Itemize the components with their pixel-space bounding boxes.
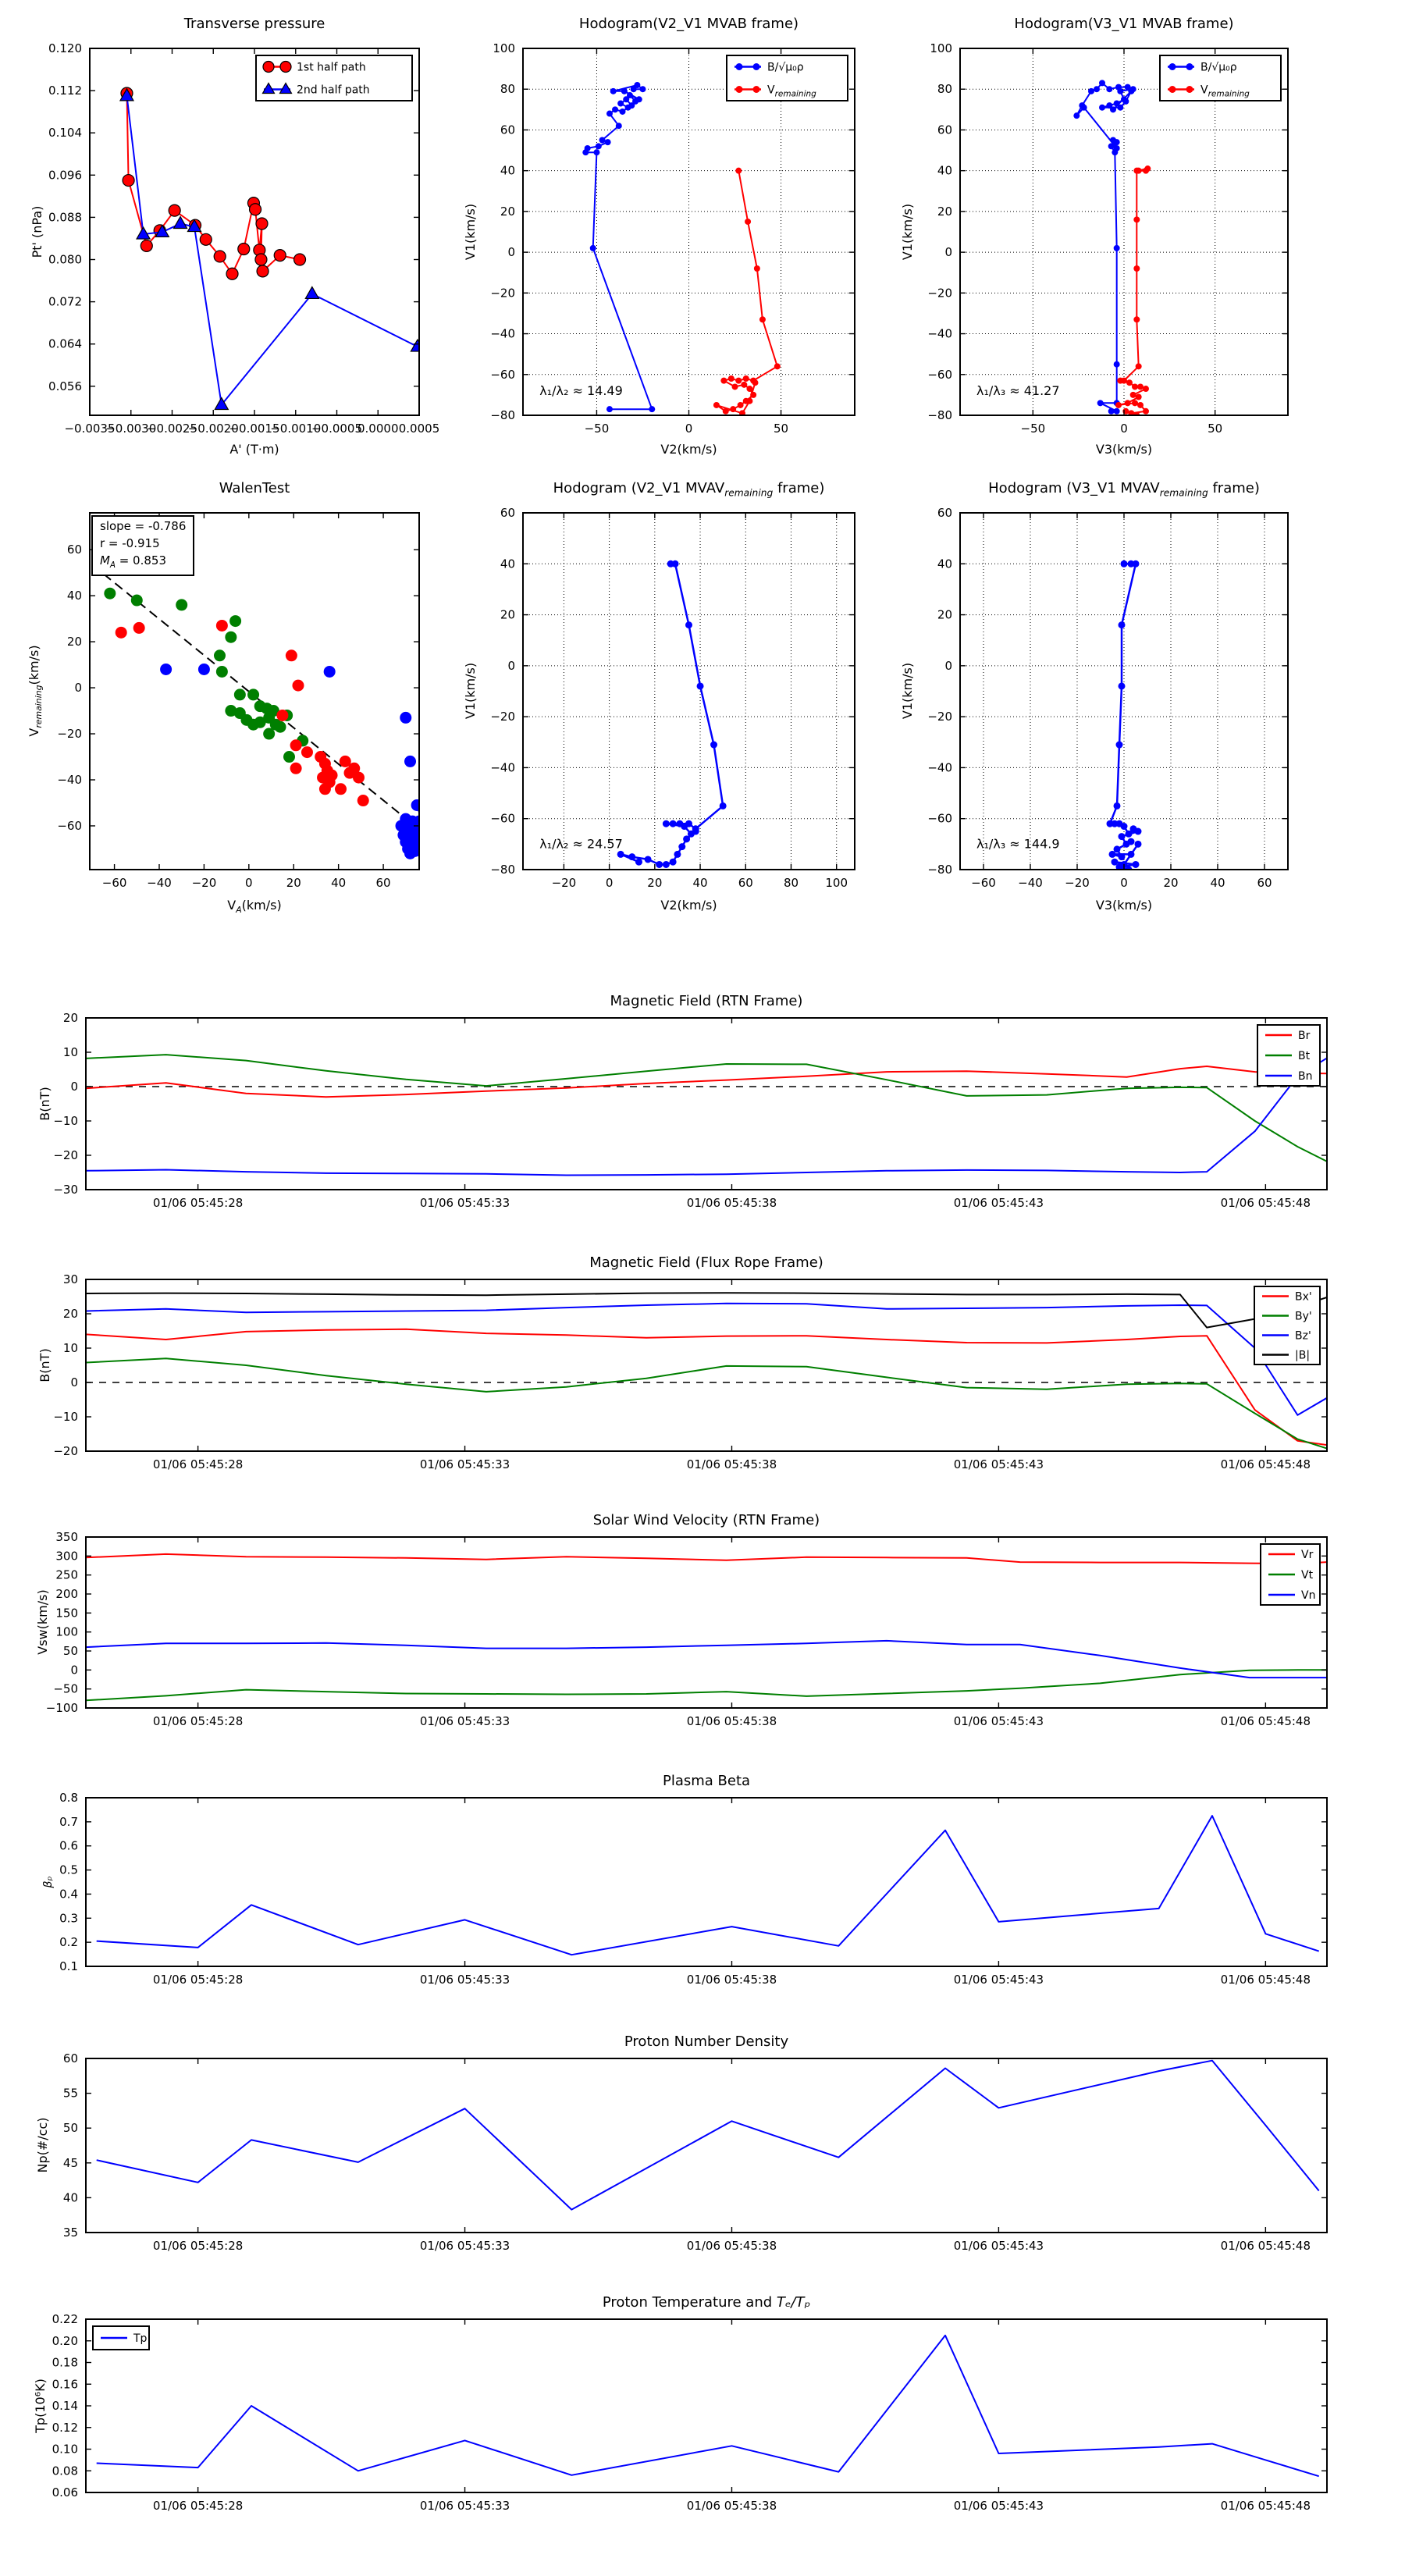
svg-text:Bx': Bx' <box>1295 1290 1312 1304</box>
y-axis-label: V1(km/s) <box>900 203 915 261</box>
chart-title: Proton Number Density <box>624 2033 789 2050</box>
svg-text:01/06 05:45:43: 01/06 05:45:43 <box>953 1973 1044 1987</box>
svg-text:20: 20 <box>647 876 663 890</box>
svg-text:0: 0 <box>507 658 515 673</box>
svg-text:−80: −80 <box>927 863 952 877</box>
y-axis-label: Vsw(km/s) <box>35 1589 50 1655</box>
svg-text:−20: −20 <box>57 727 82 742</box>
svg-text:300: 300 <box>55 1549 78 1564</box>
transverse-pressure-plot <box>48 41 440 436</box>
svg-text:−20: −20 <box>490 286 515 301</box>
svg-text:01/06 05:45:28: 01/06 05:45:28 <box>152 2239 244 2253</box>
svg-text:50: 50 <box>774 422 789 436</box>
svg-text:01/06 05:45:33: 01/06 05:45:33 <box>419 1196 510 1210</box>
svg-text:40: 40 <box>331 876 347 890</box>
svg-text:−80: −80 <box>927 408 952 422</box>
svg-text:Vremaining: $V_{remaining}$ <box>1200 84 1250 99</box>
svg-text:0.072: 0.072 <box>48 294 82 309</box>
slope-value: slope = -0.786 <box>100 519 187 533</box>
svg-text:01/06 05:45:38: 01/06 05:45:38 <box>686 1457 777 1471</box>
svg-text:01/06 05:45:38: 01/06 05:45:38 <box>686 1714 777 1728</box>
svg-text:−0.0035: −0.0035 <box>64 422 116 436</box>
svg-text:0: 0 <box>507 245 515 260</box>
svg-text:01/06 05:45:33: 01/06 05:45:33 <box>419 1714 510 1728</box>
svg-text:45: 45 <box>62 2155 78 2170</box>
svg-text:0: 0 <box>245 876 253 890</box>
svg-text:0.2: 0.2 <box>59 1935 78 1950</box>
svg-text:01/06 05:45:48: 01/06 05:45:48 <box>1220 2499 1311 2513</box>
svg-text:20: 20 <box>66 635 82 649</box>
svg-text:−60: −60 <box>490 367 515 382</box>
svg-text:10: 10 <box>62 1341 78 1355</box>
svg-text:−40: −40 <box>57 773 82 788</box>
magnetic-field-rtn-plot <box>53 1011 1327 1210</box>
svg-text:60: 60 <box>500 506 515 520</box>
svg-text:0.7: 0.7 <box>59 1814 78 1829</box>
y-axis-label: Np(#/cc) <box>35 2117 50 2173</box>
svg-text:0.16: 0.16 <box>52 2377 78 2392</box>
svg-text:−0.0015: −0.0015 <box>229 422 280 436</box>
svg-text:−20: −20 <box>53 1148 78 1162</box>
chart-title: Hodogram (V3_V1 $MVAV_{remaining}$ frame) <box>988 480 1260 499</box>
chart-title: Magnetic Field (Flux Rope Frame) <box>589 1254 823 1271</box>
svg-text:60: 60 <box>500 123 515 137</box>
svg-text:01/06 05:45:33: 01/06 05:45:33 <box>419 1457 510 1471</box>
svg-text:Bt: Bt <box>1298 1050 1311 1062</box>
y-axis-label: $V_{remaining}(km/s)$ <box>27 645 44 737</box>
svg-text:|B|: |B| <box>1295 1349 1311 1362</box>
svg-text:100: 100 <box>55 1624 78 1639</box>
svg-text:01/06 05:45:38: 01/06 05:45:38 <box>686 1973 777 1987</box>
svg-text:40: 40 <box>937 163 952 178</box>
svg-text:2nd half path: 2nd half path <box>297 84 370 97</box>
svg-text:01/06 05:45:38: 01/06 05:45:38 <box>686 2499 777 2513</box>
svg-text:01/06 05:45:28: 01/06 05:45:28 <box>152 2499 244 2513</box>
svg-text:01/06 05:45:48: 01/06 05:45:48 <box>1220 1714 1311 1728</box>
svg-text:−80: −80 <box>490 863 515 877</box>
svg-text:01/06 05:45:48: 01/06 05:45:48 <box>1220 1973 1311 1987</box>
svg-text:λ₁/λ₃ ≈ 41.27: λ₁/λ₃ ≈ 41.27 <box>976 383 1060 399</box>
svg-text:01/06 05:45:33: 01/06 05:45:33 <box>419 2499 510 2513</box>
svg-text:55: 55 <box>62 2086 78 2101</box>
svg-text:80: 80 <box>500 82 515 97</box>
hodogram-v3v1-mvav-plot <box>927 506 1288 890</box>
svg-text:−60: −60 <box>57 818 82 833</box>
svg-text:By': By' <box>1295 1310 1312 1323</box>
svg-text:λ₁/λ₂ ≈ 24.57: λ₁/λ₂ ≈ 24.57 <box>539 836 623 852</box>
svg-text:0.0005: 0.0005 <box>398 422 440 436</box>
svg-text:0.104: 0.104 <box>48 126 82 141</box>
svg-text:20: 20 <box>286 876 301 890</box>
svg-text:0: 0 <box>70 1375 78 1389</box>
hodogram-v3v1-mvab-plot <box>927 41 1288 436</box>
svg-text:Bn: Bn <box>1298 1070 1313 1083</box>
svg-text:60: 60 <box>937 506 952 520</box>
svg-text:−0.0020: −0.0020 <box>187 422 239 436</box>
svg-text:−10: −10 <box>53 1410 78 1424</box>
svg-text:B/√μ₀ρ: B/√μ₀ρ <box>767 61 804 74</box>
svg-text:−40: −40 <box>490 760 515 775</box>
svg-text:01/06 05:45:43: 01/06 05:45:43 <box>953 1457 1044 1471</box>
svg-text:60: 60 <box>62 2051 78 2065</box>
svg-text:01/06 05:45:28: 01/06 05:45:28 <box>152 1457 244 1471</box>
svg-text:350: 350 <box>55 1530 78 1544</box>
svg-text:0.08: 0.08 <box>52 2464 78 2478</box>
svg-text:20: 20 <box>500 204 515 219</box>
svg-text:B/√μ₀ρ: B/√μ₀ρ <box>1200 61 1237 74</box>
svg-text:−50: −50 <box>584 422 610 436</box>
proton-number-density-plot <box>62 2051 1327 2253</box>
chart-title: Hodogram (V2_V1 $MVAV_{remaining}$ frame) <box>553 480 825 499</box>
svg-text:01/06 05:45:33: 01/06 05:45:33 <box>419 2239 510 2253</box>
magnetic-field-flux-rope-plot <box>53 1272 1327 1471</box>
svg-text:0.12: 0.12 <box>52 2420 78 2435</box>
svg-text:0.088: 0.088 <box>48 210 82 225</box>
svg-text:250: 250 <box>55 1567 78 1582</box>
svg-text:0: 0 <box>944 245 952 260</box>
svg-text:40: 40 <box>62 2190 78 2205</box>
svg-text:−20: −20 <box>53 1444 78 1458</box>
svg-text:100: 100 <box>825 876 848 890</box>
svg-text:Vn: Vn <box>1301 1589 1316 1602</box>
svg-text:200: 200 <box>55 1587 78 1601</box>
x-axis-label: V3(km/s) <box>1095 442 1153 457</box>
svg-text:0: 0 <box>70 1663 78 1678</box>
svg-text:01/06 05:45:28: 01/06 05:45:28 <box>152 1973 244 1987</box>
chart-title: Transverse pressure <box>183 16 325 32</box>
svg-text:−60: −60 <box>101 876 127 890</box>
svg-text:−60: −60 <box>927 367 952 382</box>
svg-text:20: 20 <box>62 1307 78 1321</box>
svg-text:0.10: 0.10 <box>52 2442 78 2457</box>
svg-text:−0.0030: −0.0030 <box>105 422 157 436</box>
svg-text:0.18: 0.18 <box>52 2355 78 2370</box>
svg-text:01/06 05:45:43: 01/06 05:45:43 <box>953 2499 1044 2513</box>
svg-text:0.06: 0.06 <box>52 2485 78 2500</box>
svg-text:−20: −20 <box>191 876 217 890</box>
svg-text:−30: −30 <box>53 1183 78 1197</box>
svg-text:01/06 05:45:28: 01/06 05:45:28 <box>152 1196 244 1210</box>
svg-text:20: 20 <box>500 607 515 622</box>
svg-text:40: 40 <box>937 557 952 571</box>
svg-text:50: 50 <box>62 1644 78 1658</box>
svg-text:0.22: 0.22 <box>52 2312 78 2326</box>
svg-text:−20: −20 <box>551 876 577 890</box>
svg-text:λ₁/λ₂ ≈ 14.49: λ₁/λ₂ ≈ 14.49 <box>539 383 623 399</box>
y-axis-label: Tp(10⁶K) <box>33 2379 48 2433</box>
walen-fit-stats-box <box>91 515 194 576</box>
svg-text:−40: −40 <box>490 326 515 341</box>
svg-text:80: 80 <box>937 82 952 97</box>
svg-text:40: 40 <box>500 163 515 178</box>
svg-text:1st half path: 1st half path <box>297 61 366 74</box>
svg-text:0.5: 0.5 <box>59 1863 78 1877</box>
svg-text:01/06 05:45:28: 01/06 05:45:28 <box>152 1714 244 1728</box>
svg-text:−20: −20 <box>1065 876 1090 890</box>
chart-title: Hodogram(V2_V1 MVAB frame) <box>578 16 799 32</box>
svg-text:50: 50 <box>62 2121 78 2136</box>
svg-text:−100: −100 <box>45 1701 78 1715</box>
svg-text:0.056: 0.056 <box>48 379 82 393</box>
svg-text:60: 60 <box>66 543 82 557</box>
svg-text:0: 0 <box>685 422 693 436</box>
chart-title: Hodogram(V3_V1 MVAB frame) <box>1014 16 1234 32</box>
svg-text:40: 40 <box>66 589 82 603</box>
svg-text:0.112: 0.112 <box>48 84 82 98</box>
svg-text:0.1: 0.1 <box>59 1959 78 1973</box>
svg-text:0.080: 0.080 <box>48 252 82 267</box>
svg-text:Bz': Bz' <box>1295 1329 1311 1343</box>
svg-text:−50: −50 <box>53 1681 78 1696</box>
x-axis-label: V2(km/s) <box>660 442 717 457</box>
svg-text:0.3: 0.3 <box>59 1911 78 1926</box>
svg-text:0.6: 0.6 <box>59 1838 78 1853</box>
svg-text:40: 40 <box>500 557 515 571</box>
svg-text:Vr: Vr <box>1301 1549 1314 1561</box>
svg-text:60: 60 <box>937 123 952 137</box>
svg-text:Vremaining: $V_{remaining}$ <box>767 84 816 99</box>
chart-title: Magnetic Field (RTN Frame) <box>610 993 803 1009</box>
svg-text:20: 20 <box>62 1011 78 1025</box>
x-axis-label: V2(km/s) <box>660 898 717 913</box>
svg-text:80: 80 <box>783 876 799 890</box>
svg-text:Br: Br <box>1298 1030 1311 1042</box>
y-axis-label: V1(km/s) <box>463 662 478 720</box>
svg-text:0.4: 0.4 <box>59 1887 78 1902</box>
svg-text:01/06 05:45:43: 01/06 05:45:43 <box>953 1714 1044 1728</box>
svg-text:20: 20 <box>937 607 952 622</box>
svg-text:Vt: Vt <box>1301 1569 1314 1582</box>
x-axis-label: V3(km/s) <box>1095 898 1153 913</box>
svg-text:−40: −40 <box>927 326 952 341</box>
hodogram-v2v1-mvab-plot <box>490 41 855 436</box>
svg-text:0.064: 0.064 <box>48 336 82 351</box>
proton-temperature-plot <box>52 2312 1327 2513</box>
chart-title: Plasma Beta <box>662 1773 751 1789</box>
svg-text:−50: −50 <box>1020 422 1046 436</box>
svg-text:0: 0 <box>74 681 82 696</box>
svg-text:−60: −60 <box>971 876 996 890</box>
hodogram-v2v1-mvav-plot <box>490 506 855 890</box>
svg-text:30: 30 <box>62 1272 78 1286</box>
svg-text:01/06 05:45:33: 01/06 05:45:33 <box>419 1973 510 1987</box>
svg-text:−20: −20 <box>490 710 515 724</box>
svg-text:35: 35 <box>62 2226 78 2240</box>
svg-text:01/06 05:45:43: 01/06 05:45:43 <box>953 2239 1044 2253</box>
svg-text:0.8: 0.8 <box>59 1791 78 1805</box>
svg-text:10: 10 <box>62 1045 78 1059</box>
y-axis-label: Pt' (nPa) <box>30 205 44 258</box>
svg-text:0.20: 0.20 <box>52 2333 78 2348</box>
svg-text:−40: −40 <box>1018 876 1043 890</box>
svg-text:−80: −80 <box>490 408 515 422</box>
svg-text:−60: −60 <box>927 811 952 826</box>
y-axis-label: B(nT) <box>37 1087 52 1121</box>
chart-title: Proton Temperature and Tₑ/Tₚ <box>602 2294 811 2311</box>
solar-wind-velocity-plot <box>45 1530 1327 1728</box>
svg-text:100: 100 <box>930 41 952 55</box>
svg-text:0: 0 <box>70 1080 78 1094</box>
chart-title: Solar Wind Velocity (RTN Frame) <box>592 1512 820 1528</box>
svg-text:−0.0025: −0.0025 <box>146 422 198 436</box>
chart-title: WalenTest <box>219 480 290 496</box>
svg-text:Tp: Tp <box>133 2332 148 2345</box>
svg-text:0.096: 0.096 <box>48 168 82 183</box>
svg-text:0: 0 <box>1120 876 1128 890</box>
svg-text:0.14: 0.14 <box>52 2399 78 2413</box>
y-axis-label: V1(km/s) <box>900 662 915 720</box>
svg-text:01/06 05:45:38: 01/06 05:45:38 <box>686 1196 777 1210</box>
svg-text:40: 40 <box>692 876 708 890</box>
svg-text:0.120: 0.120 <box>48 41 82 55</box>
y-axis-label: V1(km/s) <box>463 203 478 261</box>
y-axis-label: βₚ <box>42 1876 55 1888</box>
svg-text:−40: −40 <box>147 876 172 890</box>
x-axis-label: A' (T·m) <box>229 442 279 457</box>
svg-text:01/06 05:45:48: 01/06 05:45:48 <box>1220 1457 1311 1471</box>
y-axis-label: B(nT) <box>37 1348 52 1382</box>
svg-text:0: 0 <box>944 658 952 673</box>
svg-text:20: 20 <box>1163 876 1179 890</box>
alfven-mach-value: $M_A = 0.853$ <box>100 553 166 570</box>
svg-text:20: 20 <box>937 204 952 219</box>
svg-text:0: 0 <box>605 876 614 890</box>
svg-text:0: 0 <box>1120 422 1128 436</box>
svg-text:−0.0005: −0.0005 <box>311 422 363 436</box>
svg-text:60: 60 <box>738 876 753 890</box>
svg-text:λ₁/λ₃ ≈ 144.9: λ₁/λ₃ ≈ 144.9 <box>976 836 1060 852</box>
svg-text:−20: −20 <box>927 286 952 301</box>
svg-text:01/06 05:45:38: 01/06 05:45:38 <box>686 2239 777 2253</box>
correlation-value: r = -0.915 <box>100 535 160 550</box>
svg-text:100: 100 <box>493 41 515 55</box>
svg-text:0.0000: 0.0000 <box>357 422 399 436</box>
svg-text:150: 150 <box>55 1606 78 1621</box>
x-axis-label: $V_A(km/s)$ <box>227 898 282 916</box>
svg-text:−20: −20 <box>927 710 952 724</box>
svg-text:01/06 05:45:48: 01/06 05:45:48 <box>1220 2239 1311 2253</box>
svg-text:01/06 05:45:48: 01/06 05:45:48 <box>1220 1196 1311 1210</box>
svg-text:01/06 05:45:43: 01/06 05:45:43 <box>953 1196 1044 1210</box>
plasma-beta-plot <box>59 1791 1327 1987</box>
svg-text:−40: −40 <box>927 760 952 775</box>
svg-text:60: 60 <box>375 876 391 890</box>
svg-text:−60: −60 <box>490 811 515 826</box>
svg-text:−0.0010: −0.0010 <box>270 422 322 436</box>
svg-text:−10: −10 <box>53 1114 78 1128</box>
svg-text:40: 40 <box>1210 876 1225 890</box>
svg-text:50: 50 <box>1208 422 1223 436</box>
svg-text:60: 60 <box>1257 876 1272 890</box>
